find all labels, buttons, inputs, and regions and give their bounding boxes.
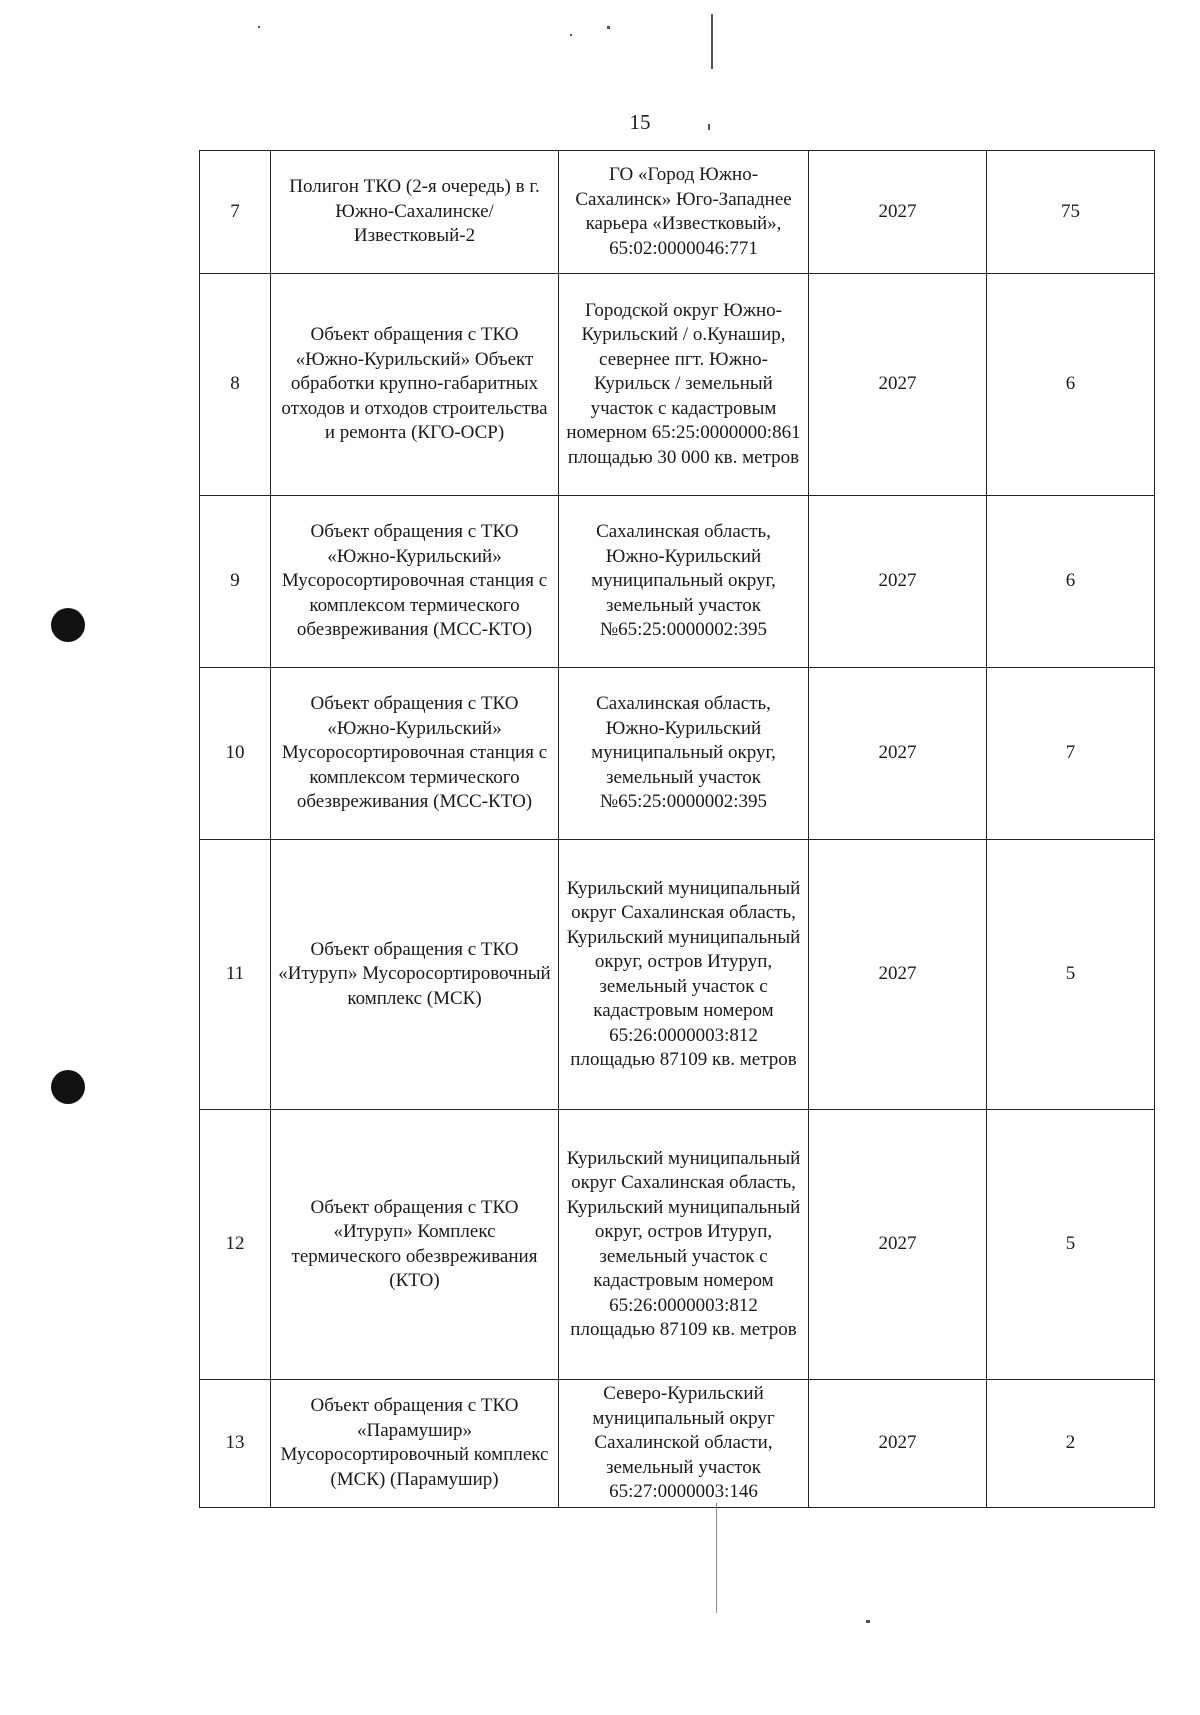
- table-row: [200, 274, 1155, 496]
- facility-capacity: 7: [987, 668, 1155, 840]
- scan-mark: [711, 14, 713, 69]
- facility-year: 2027: [809, 274, 987, 496]
- punch-hole-mark: [51, 608, 85, 642]
- facility-year: 2027: [809, 840, 987, 1110]
- facility-name: Объект обращения с ТКО «Парамушир» Мусоросортировочный комплекс (МСК) (Парамушир): [271, 1380, 559, 1508]
- facility-capacity: 5: [987, 1110, 1155, 1380]
- facility-capacity: 6: [987, 274, 1155, 496]
- facility-capacity: 2: [987, 1380, 1155, 1508]
- facility-location: Курильский муниципальный округ Сахалинская область, Курильский муниципальный округ, остров Итуруп, земельный участок с кадастровым номером 65:26:0000003:812 площадью 87109 кв. метров: [559, 840, 809, 1110]
- row-number: 7: [200, 151, 271, 274]
- table-row: [200, 1380, 1155, 1508]
- scan-mark: [607, 26, 610, 29]
- facility-name: Полигон ТКО (2-я очередь) в г. Южно-Сахалинске/Известковый-2: [271, 151, 559, 274]
- scan-mark: [716, 1503, 717, 1613]
- facility-year: 2027: [809, 496, 987, 668]
- row-number: 8: [200, 274, 271, 496]
- facility-location: ГО «Город Южно-Сахалинск» Юго-Западнее карьера «Известковый», 65:02:0000046:771: [559, 151, 809, 274]
- page-number: 15: [629, 110, 651, 134]
- punch-hole-mark: [51, 1070, 85, 1104]
- scan-mark: [570, 34, 572, 36]
- facilities-table: [199, 150, 1155, 1508]
- facility-name: Объект обращения с ТКО «Итуруп» Комплекс термического обезвреживания (КТО): [271, 1110, 559, 1380]
- facility-name: Объект обращения с ТКО «Итуруп» Мусоросортировочный комплекс (МСК): [271, 840, 559, 1110]
- facility-year: 2027: [809, 668, 987, 840]
- facility-name: Объект обращения с ТКО «Южно-Курильский» Объект обработки крупно-габаритных отходов и отходов строительства и ремонта (КГО-ОСР): [271, 274, 559, 496]
- facility-capacity: 6: [987, 496, 1155, 668]
- facility-location: Северо-Курильский муниципальный округ Сахалинской области, земельный участок 65:27:0000003:146: [559, 1380, 809, 1508]
- row-number: 13: [200, 1380, 271, 1508]
- facility-year: 2027: [809, 1110, 987, 1380]
- facility-name: Объект обращения с ТКО «Южно-Курильский» Мусоросортировочная станция с комплексом термического обезвреживания (МСС-КТО): [271, 668, 559, 840]
- table-row: [200, 1110, 1155, 1380]
- facility-location: Сахалинская область, Южно-Курильский муниципальный округ, земельный участок №65:25:0000002:395: [559, 496, 809, 668]
- table-row: [200, 840, 1155, 1110]
- facility-capacity: 75: [987, 151, 1155, 274]
- facility-location: Курильский муниципальный округ Сахалинская область, Курильский муниципальный округ, остров Итуруп, земельный участок с кадастровым номером 65:26:0000003:812 площадью 87109 кв. метров: [559, 1110, 809, 1380]
- facility-capacity: 5: [987, 840, 1155, 1110]
- row-number: 9: [200, 496, 271, 668]
- table-row: [200, 151, 1155, 274]
- table-row: [200, 496, 1155, 668]
- row-number: 10: [200, 668, 271, 840]
- table-row: [200, 668, 1155, 840]
- facility-location: Сахалинская область, Южно-Курильский муниципальный округ, земельный участок №65:25:0000002:395: [559, 668, 809, 840]
- facility-year: 2027: [809, 1380, 987, 1508]
- row-number: 11: [200, 840, 271, 1110]
- scan-mark: [708, 124, 710, 130]
- row-number: 12: [200, 1110, 271, 1380]
- facility-year: 2027: [809, 151, 987, 274]
- facility-name: Объект обращения с ТКО «Южно-Курильский» Мусоросортировочная станция с комплексом термического обезвреживания (МСС-КТО): [271, 496, 559, 668]
- scan-mark: [866, 1620, 870, 1623]
- scan-mark: [258, 26, 260, 28]
- facility-location: Городской округ Южно-Курильский / о.Кунашир, севернее пгт. Южно-Курильск / земельный участок с кадастровым номерном 65:25:0000000:861 площадью 30 000 кв. метров: [559, 274, 809, 496]
